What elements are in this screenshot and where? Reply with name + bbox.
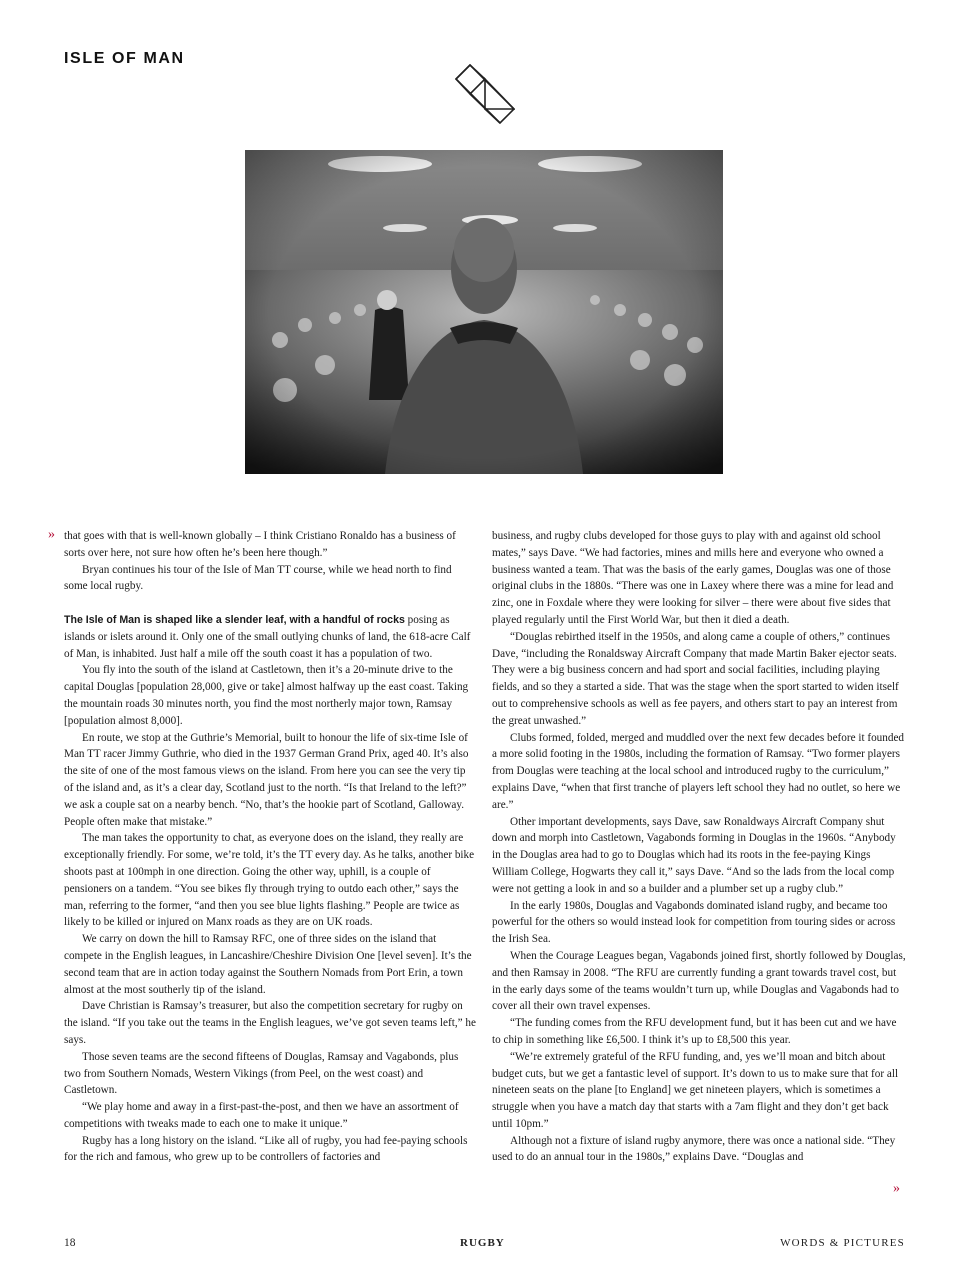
paragraph: Other important developments, says Dave, saw Ronaldways Aircraft Company shut down and morph into Castletown, Vagabonds forming in Douglas in the 1960s. “Anybody in the Douglas area had to go to Douglas which had its roots in the fee-paying Kings William College, Hogwarts they call it,” says Dave. “And so the lads from the local comp were not getting a look in and so a builder and a plumber set up a rugby club.” bbox=[492, 815, 896, 895]
paragraph: “The funding comes from the RFU development fund, but it has been cut and we have to chip in something like £6,500. I think it’s up to £8,500 this year. bbox=[492, 1017, 897, 1046]
article-column-left bbox=[64, 528, 476, 1166]
paragraph: The man takes the opportunity to chat, as everyone does on the island, they really are exceptionally friendly. For some, we’re told, it’s the TT every day. As he talks, another bike shoots past at 100mph in one direction. Going the other way, uphill, is a couple of pensioners on a tandem. “You see bikes fly through trying to outdo each other,” says the man, referring to the former, “and then you see blue lights flashing.” People are twice as likely to be killed or injured on Manx roads as they are on UK roads. bbox=[64, 832, 475, 929]
article-column-right bbox=[492, 528, 906, 1166]
continued-marker: » bbox=[48, 527, 55, 542]
paragraph: that goes with that is well-known globally – I think Cristiano Ronaldo has a business of sorts over here, not sure how often he’s been here though.” bbox=[64, 530, 456, 559]
magazine-name: RUGBY bbox=[460, 1237, 505, 1249]
paragraph: When the Courage Leagues began, Vagabonds joined first, shortly followed by Douglas, and then Ramsay in 2008. “The RFU are currently funding a grant towards travel cost, but in the early days some of the teams wouldn’t turn up, while Douglas and Vagabonds had to cover all their own travel expenses. bbox=[492, 949, 906, 1013]
speaker-audience-photo bbox=[245, 150, 723, 474]
paragraph: Those seven teams are the second fifteens of Douglas, Ramsay and Vagabonds, plus two from Southern Nomads, Western Vikings (from Peel, on the west coast) and Castletown. bbox=[64, 1050, 459, 1097]
paragraph: In the early 1980s, Douglas and Vagabonds dominated island rugby, and became too powerful for the others so would instead look for competition from touring sides or across the Irish Sea. bbox=[492, 899, 896, 946]
paragraph: posing as islands or islets around it. Only one of the small outlying chunks of land, the 618-acre Calf of Man, is inhabited. Just half a mile off the south coast it has a population of two. bbox=[64, 613, 471, 660]
page-number: 18 bbox=[64, 1237, 76, 1249]
geometric-diamond-icon bbox=[455, 64, 515, 124]
paragraph: Although not a fixture of island rugby anymore, there was once a national side. “They used to do an annual tour in the 1980s,” explains Dave. “Douglas and bbox=[492, 1134, 896, 1164]
paragraph: “We play home and away in a first-past-the-post, and then we have an assortment of competitions with tweaks made to each one to make it unique.” bbox=[64, 1101, 459, 1130]
lead-in: The Isle of Man is shaped like a slender leaf, with a handful of rocks bbox=[64, 613, 405, 626]
paragraph: business, and rugby clubs developed for those guys to play with and against old school mates,” says Dave. “We had factories, mines and mills here and everyone who owned a business wanted a team. That was the basis of the early games, Douglas was one of those original clubs in the 1880s. “There was one in Laxey where there was a mine for lead and zinc, one in Foxdale where they were looking for silver – there were about five sides that played regularly until the First World War, but then it died a death. bbox=[492, 530, 894, 626]
paragraph: Clubs formed, folded, merged and muddled over the next few decades before it founded a more solid footing in the 1980s, including the formation of Ramsay. “Two former players from Douglas were teaching at the local school and introduced rugby to the curriculum,” explains Dave, “when that first tranche of players left school they had no outlet, so here we are.” bbox=[492, 731, 905, 811]
section-title: ISLE OF MAN bbox=[64, 50, 185, 67]
continues-marker: » bbox=[893, 1181, 900, 1196]
paragraph: You fly into the south of the island at Castletown, then it’s a 20-minute drive to the capital Douglas [population 28,000, give or take] almost halfway up the east coast. Taking the mountain roads 30 minutes north, you find the most northerly major town, Ramsay [population almost 8,000]. bbox=[64, 664, 469, 727]
section-label: WORDS & PICTURES bbox=[780, 1237, 905, 1249]
paragraph: “Douglas rebirthed itself in the 1950s, and along came a couple of others,” continues Dave, “including the Ronaldsway Aircraft Company that made Martin Baker ejector seats. They were a big business concern and had sport and social facilities, including playing fields, and so they a started a side. That was the stage when the sport started to widen itself out to comprehensive schools as well as fee payers, and others start to pay an interest from the great unwashed.” bbox=[492, 630, 899, 727]
paragraph: “We’re extremely grateful of the RFU funding, and, yes we’ll moan and bitch about budget cuts, but we get a fantastic level of support. It’s down to us to make sure that for all nineteen seats on the plane [to England] we get nineteen players, which is sometimes a struggle when you have a match day that starts with a 7am flight and they don’t get back until 10pm.” bbox=[492, 1050, 899, 1130]
paragraph: Dave Christian is Ramsay’s treasurer, but also the competition secretary for rugby on the island. “If you take out the teams in the English leagues, we’ve got seven teams left,” he says. bbox=[64, 1000, 476, 1046]
paragraph: We carry on down the hill to Ramsay RFC, one of three sides on the island that compete in the English leagues, in Lancashire/Cheshire Division One [level seven]. It’s the second team that are in action today against the Southern Nomads from Port Erin, a town almost at the most southerly tip of the island. bbox=[64, 933, 472, 996]
paragraph: En route, we stop at the Guthrie’s Memorial, built to honour the life of six-time Isle of Man TT racer Jimmy Guthrie, who died in the 1937 German Grand Prix, aged 40. It’s also the site of one of the most famous views on the island. From here you can see the very tip of the island and, as it’s a clear day, Scotland just to the north. “Is that Ireland to the left?” we ask a couple sat on a nearby bench. “No, that’s the hookie part of Scotland, Galloway. People often make that mistake.” bbox=[64, 731, 469, 828]
paragraph: Bryan continues his tour of the Isle of Man TT course, while we head north to find some local rugby. bbox=[64, 563, 452, 593]
paragraph: Rugby has a long history on the island. “Like all of rugby, you had fee-paying schools for the rich and famous, who grew up to be controllers of factories and bbox=[64, 1134, 468, 1164]
section-opening bbox=[64, 612, 476, 662]
